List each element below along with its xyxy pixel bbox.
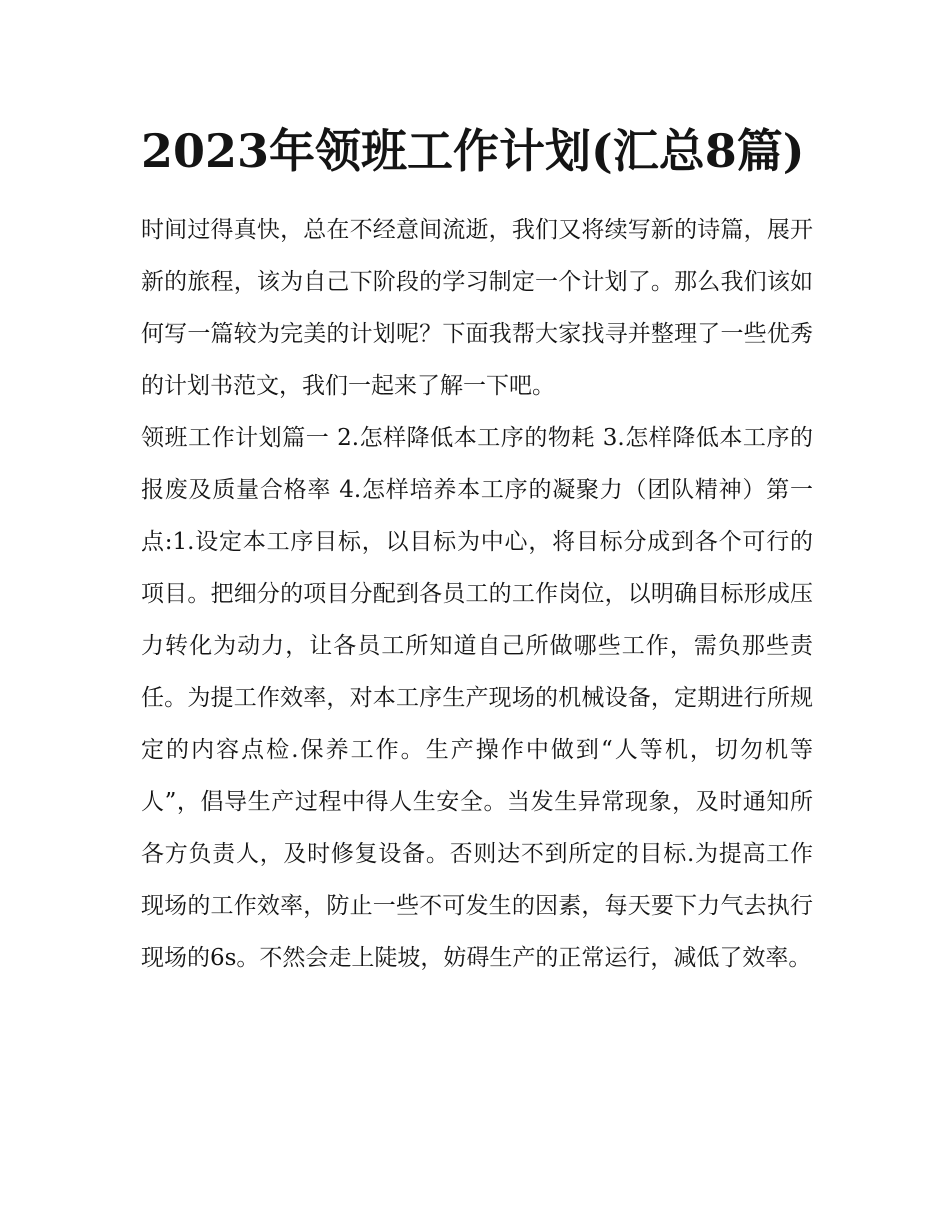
body-paragraph: 领班工作计划篇一 2.怎样降低本工序的物耗 3.怎样降低本工序的报废及质量合格率 4.怎样培养本工序的凝聚力（团队精神）第一点:1.设定本工序目标，以目标为中心，将目标分成到各个可行的项目。把细分的项目分配到各员工的工作岗位，以明确目标形成压力转化为动力，让各员工所知道自己所做哪些工作，需负那些责任。为提工作效率，对本工序生产现场的机械设备，定期进行所规定的内容点检.保养工作。生产操作中做到“人等机，切勿机等人”，倡导生产过程中得人生安全。当发生异常现象，及时通知所各方负责人，及时修复设备。否则达不到所定的目标.为提高工作现场的工作效率，防止一些不可发生的因素，每天要下力气去执行现场的6s。不然会走上陡坡，妨碍生产的正常运行，减低了效率。	[141, 425, 813, 971]
document-page	[141, 112, 813, 984]
document-title: 2023年领班工作计划(汇总8篇)	[141, 124, 805, 178]
intro-paragraph: 时间过得真快，总在不经意间流逝，我们又将续写新的诗篇，展开新的旅程，该为自己下阶段的学习制定一个计划了。那么我们该如何写一篇较为完美的计划呢？下面我帮大家找寻并整理了一些优秀的计划书范文，我们一起来了解一下吧。	[141, 217, 813, 399]
